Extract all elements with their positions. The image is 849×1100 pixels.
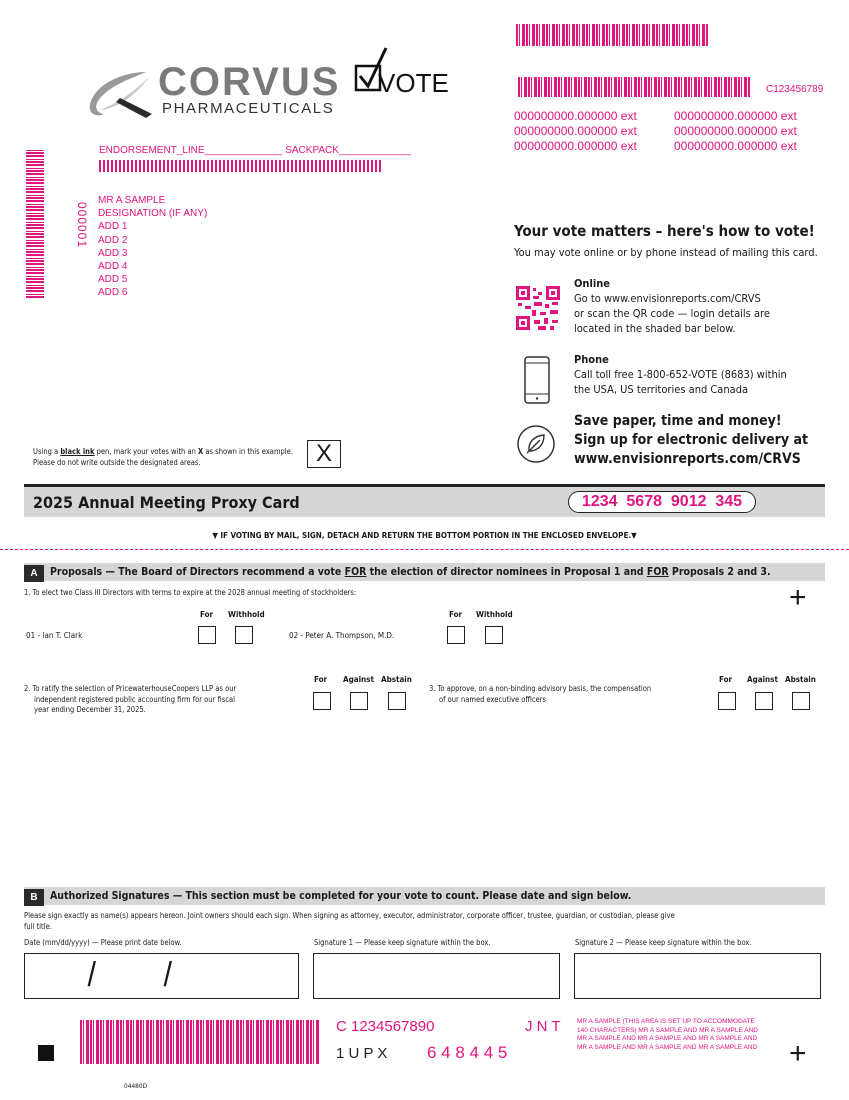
date-slash-2: /	[163, 956, 172, 994]
date-field[interactable]	[24, 953, 299, 999]
corvus-swoosh-icon	[86, 68, 156, 120]
example-mark-box	[307, 440, 341, 468]
detach-line	[0, 549, 849, 550]
nominee-1-withhold-checkbox[interactable]	[235, 626, 253, 644]
address-block	[98, 194, 207, 300]
proposal-3-for-checkbox[interactable]	[718, 692, 736, 710]
form-id: 04480D	[124, 1082, 148, 1090]
p1-col-for: For	[200, 610, 214, 619]
ext-lines-left	[514, 109, 637, 154]
phone-line: Call toll free 1-800-652-VOTE (8683) within	[574, 368, 787, 381]
proxy-card-title: 2025 Annual Meeting Proxy Card	[33, 493, 300, 512]
p2-col-abstain: Abstain	[381, 675, 412, 684]
phone-line: the USA, US territories and Canada	[574, 383, 749, 396]
signature-1-field[interactable]	[313, 953, 560, 999]
p3-col-abstain: Abstain	[785, 675, 816, 684]
date-slash-1: /	[87, 956, 96, 994]
control-number: 1234 5678 9012 345	[581, 493, 743, 510]
address-line: ADD 1	[98, 221, 128, 233]
leaf-icon	[516, 424, 556, 464]
proposal-2-against-checkbox[interactable]	[350, 692, 368, 710]
section-b-title: Authorized Signatures — This section must be completed for your vote to count. Please date and sign below.	[50, 890, 632, 902]
p1-col-for-2: For	[449, 610, 463, 619]
footer-jnt: J N T	[525, 1018, 561, 1035]
top-barcode-1	[516, 24, 708, 46]
p1-col-withhold: Withhold	[228, 610, 265, 619]
section-b-letter-box	[24, 889, 44, 906]
top-barcode-code: C123456789	[766, 84, 824, 95]
ext-line: 000000000.000000 ext	[514, 124, 637, 138]
vertical-code	[74, 196, 92, 256]
phone-title: Phone	[574, 353, 609, 366]
footer-sample-text: MR A SAMPLE (THIS AREA IS SET UP TO ACCOMMODATE 140 CHARACTERS) MR A SAMPLE AND MR A SAMPLE AND MR A SAMPLE AND MR A SAMPLE AND MR A SAMPLE AND MR A SAMPLE AND MR A SAMPLE AND MR A SAMPLE AND	[577, 1018, 758, 1051]
footer-plus: +	[789, 1037, 807, 1070]
vote-info-sub: You may vote online or by phone instead of mailing this card.	[514, 246, 818, 259]
registration-square	[38, 1045, 54, 1061]
logo-vote: VOTE	[378, 68, 449, 98]
example-mark: X	[315, 440, 332, 467]
section-a-plus: +	[789, 581, 807, 614]
ink-line-2: Please do not write outside the designated areas.	[33, 458, 201, 467]
ext-line: 000000000.000000 ext	[514, 109, 637, 123]
nominee-1-label: 01 - Ian T. Clark	[26, 631, 83, 640]
ink-line-1: Using a black ink pen, mark your votes with an X as shown in this example.	[33, 447, 293, 456]
online-title: Online	[574, 277, 610, 290]
nominee-2-for-checkbox[interactable]	[447, 626, 465, 644]
online-line: located in the shaded bar below.	[574, 322, 736, 335]
proposal-2-for-checkbox[interactable]	[313, 692, 331, 710]
proposal-3-text: 3. To approve, on a non-binding advisory basis, the compensation of our named executive officers	[429, 684, 652, 704]
p1-col-withhold-2: Withhold	[476, 610, 513, 619]
ext-lines-right	[674, 109, 797, 154]
address-line: ADD 5	[98, 274, 128, 286]
section-a-letter: A	[30, 568, 38, 579]
corvus-logo	[86, 60, 449, 122]
proposal-3-abstain-checkbox[interactable]	[792, 692, 810, 710]
phone-block	[574, 352, 787, 397]
paper-line[interactable]: www.envisionreports.com/CRVS	[574, 451, 801, 467]
nominee-2-label: 02 - Peter A. Thompson, M.D.	[289, 631, 395, 640]
ext-line: 000000000.000000 ext	[514, 139, 637, 153]
footer-code: C 1234567890	[336, 1018, 435, 1035]
p2-col-against: Against	[343, 675, 374, 684]
control-number-box	[568, 491, 756, 513]
ext-line: 000000000.000000 ext	[674, 109, 797, 123]
signature-2-field[interactable]	[574, 953, 821, 999]
footer-barcode	[80, 1020, 320, 1064]
detach-notice: ▼ IF VOTING BY MAIL, SIGN, DETACH AND RETURN THE BOTTOM PORTION IN THE ENCLOSED ENVELOPE.▼	[212, 531, 637, 540]
footer-num: 6 4 8 4 4 5	[427, 1043, 508, 1062]
address-line: ADD 6	[98, 287, 128, 299]
phone-icon	[524, 356, 550, 404]
section-b-instructions: Please sign exactly as name(s) appears hereon. Joint owners should each sign. When signing as attorney, executor, administrator, corporate officer, trustee, guardian, or custodian, please give full title.	[24, 911, 675, 931]
proposal-3-against-checkbox[interactable]	[755, 692, 773, 710]
proposal-2-text: 2. To ratify the selection of PricewaterhouseCoopers LLP as our independent registered public accounting firm for our fiscal year ending December 31, 2025.	[24, 684, 237, 714]
logo-subtitle: PHARMACEUTICALS	[162, 100, 335, 117]
sig2-label: Signature 2 — Please keep signature within the box.	[575, 938, 752, 947]
ext-line: 000000000.000000 ext	[674, 139, 797, 153]
p3-col-against: Against	[747, 675, 778, 684]
address-line: MR A SAMPLE	[98, 195, 166, 206]
vote-info-heading: Your vote matters – here's how to vote!	[514, 222, 815, 240]
proposal-2-abstain-checkbox[interactable]	[388, 692, 406, 710]
vertical-barcode	[26, 150, 44, 298]
proposal-1-text: 1. To elect two Class III Directors with terms to expire at the 2028 annual meeting of stockholders:	[24, 588, 357, 597]
paper-line: Save paper, time and money!	[574, 413, 782, 429]
address-line: ADD 2	[98, 234, 128, 246]
online-line[interactable]: Go to www.envisionreports.com/CRVS	[574, 292, 761, 305]
logo-brand: CORVUS	[158, 60, 341, 104]
address-line: ADD 4	[98, 261, 128, 273]
section-a-letter-box	[24, 565, 44, 582]
address-line: DESIGNATION (IF ANY)	[98, 208, 208, 220]
footer-upx: 1 U P X	[336, 1045, 388, 1062]
endorsement-line: ENDORSEMENT_LINE______________ SACKPACK_____________	[99, 145, 412, 156]
address-line: ADD 3	[98, 247, 128, 259]
online-block	[574, 276, 770, 336]
nominee-2-withhold-checkbox[interactable]	[485, 626, 503, 644]
online-line: or scan the QR code — login details are	[574, 307, 770, 320]
section-a-title: Proposals — The Board of Directors recommend a vote FOR the election of director nominees in Proposal 1 and FOR Proposals 2 and 3.	[50, 566, 771, 578]
paper-block	[574, 412, 808, 469]
section-b-letter: B	[30, 892, 38, 903]
ext-line: 000000000.000000 ext	[674, 124, 797, 138]
paper-line: Sign up for electronic delivery at	[574, 432, 809, 448]
vertical-code-text: 000001	[75, 201, 89, 249]
sig1-label: Signature 1 — Please keep signature within the box.	[314, 938, 491, 947]
postal-barcode	[99, 160, 381, 172]
ink-instructions	[33, 446, 293, 468]
p2-col-for: For	[314, 675, 328, 684]
top-barcode-2	[518, 77, 750, 97]
date-label: Date (mm/dd/yyyy) — Please print date below.	[24, 938, 182, 947]
p3-col-for: For	[719, 675, 733, 684]
qr-code-icon[interactable]	[516, 286, 560, 330]
nominee-1-for-checkbox[interactable]	[198, 626, 216, 644]
